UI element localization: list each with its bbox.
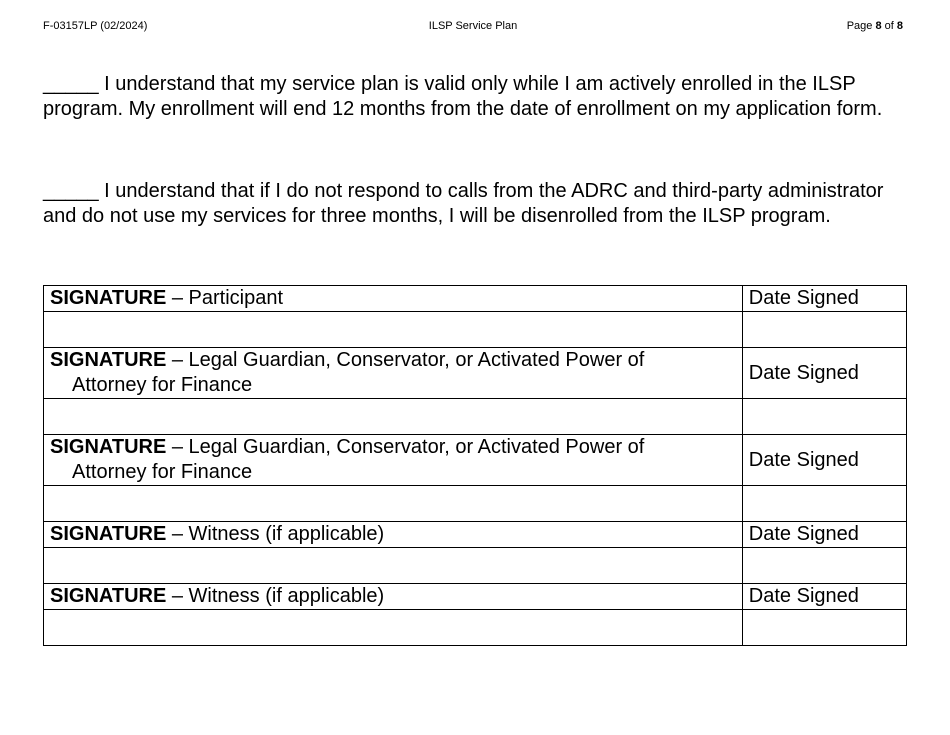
page-of: of — [881, 20, 897, 32]
signature-field[interactable] — [44, 399, 743, 435]
signature-field[interactable] — [44, 486, 743, 522]
signature-word: SIGNATURE — [50, 349, 167, 371]
signature-word: SIGNATURE — [50, 585, 167, 607]
signature-label-cell — [44, 348, 743, 399]
signature-role: – Witness (if applicable) — [166, 523, 385, 545]
page-indicator — [847, 20, 903, 32]
statement-text: I understand that if I do not respond to calls from the ADRC and third-party administrator and do not use my services for three months, I will be disenrolled from the ILSP program. — [43, 180, 884, 227]
date-signed-label: Date Signed — [742, 522, 906, 548]
signature-word: SIGNATURE — [50, 287, 167, 309]
statement-text: I understand that my service plan is valid only while I am actively enrolled in the ILSP program. My enrollment will end 12 months from the date of enrollment on my application form. — [43, 73, 883, 120]
signature-field[interactable] — [44, 548, 743, 584]
document-title: ILSP Service Plan — [428, 20, 518, 32]
signature-entry-row — [44, 486, 907, 522]
signature-entry-row — [44, 399, 907, 435]
signature-label-cell — [44, 435, 743, 486]
date-signed-field[interactable] — [742, 548, 906, 584]
signature-label-row-witness-2 — [44, 584, 907, 610]
signature-label-cell — [44, 522, 743, 548]
signature-role: – Legal Guardian, Conservator, or Activated Power of — [166, 436, 645, 458]
page-current: 8 — [875, 20, 882, 32]
signature-role: – Legal Guardian, Conservator, or Activated Power of — [166, 349, 645, 371]
signature-label-cell — [44, 286, 743, 312]
form-number: F-03157LP (02/2024) — [43, 20, 148, 32]
signature-role-continued: Attorney for Finance — [72, 461, 253, 483]
date-signed-field[interactable] — [742, 486, 906, 522]
signature-field[interactable] — [44, 610, 743, 646]
signature-entry-row — [44, 312, 907, 348]
signature-role: – Participant — [166, 287, 284, 309]
signature-word: SIGNATURE — [50, 436, 167, 458]
signature-label-cell — [44, 584, 743, 610]
date-signed-label: Date Signed — [742, 348, 906, 399]
signature-entry-row — [44, 610, 907, 646]
page-prefix: Page — [846, 20, 876, 32]
page-total: 8 — [896, 20, 903, 32]
date-signed-field[interactable] — [742, 399, 906, 435]
date-signed-label: Date Signed — [742, 286, 906, 312]
signature-label-row-guardian — [44, 348, 907, 399]
page-header — [43, 20, 903, 36]
statement-enrollment-validity — [43, 72, 903, 122]
date-signed-label: Date Signed — [742, 435, 906, 486]
signature-field[interactable] — [44, 312, 743, 348]
signature-word: SIGNATURE — [50, 523, 167, 545]
signature-role-continued: Attorney for Finance — [72, 374, 253, 396]
signature-label-row-guardian-2 — [44, 435, 907, 486]
initial-blank[interactable]: _____ — [43, 180, 99, 202]
signature-label-row-participant — [44, 286, 907, 312]
signature-entry-row — [44, 548, 907, 584]
signature-label-line — [50, 435, 737, 460]
date-signed-field[interactable] — [742, 312, 906, 348]
initial-blank[interactable]: _____ — [43, 73, 99, 95]
signature-table — [43, 285, 907, 646]
signature-label-row-witness — [44, 522, 907, 548]
signature-role: – Witness (if applicable) — [166, 585, 385, 607]
date-signed-field[interactable] — [742, 610, 906, 646]
date-signed-label: Date Signed — [742, 584, 906, 610]
statement-disenrollment — [43, 179, 903, 229]
signature-label-line — [50, 348, 737, 373]
